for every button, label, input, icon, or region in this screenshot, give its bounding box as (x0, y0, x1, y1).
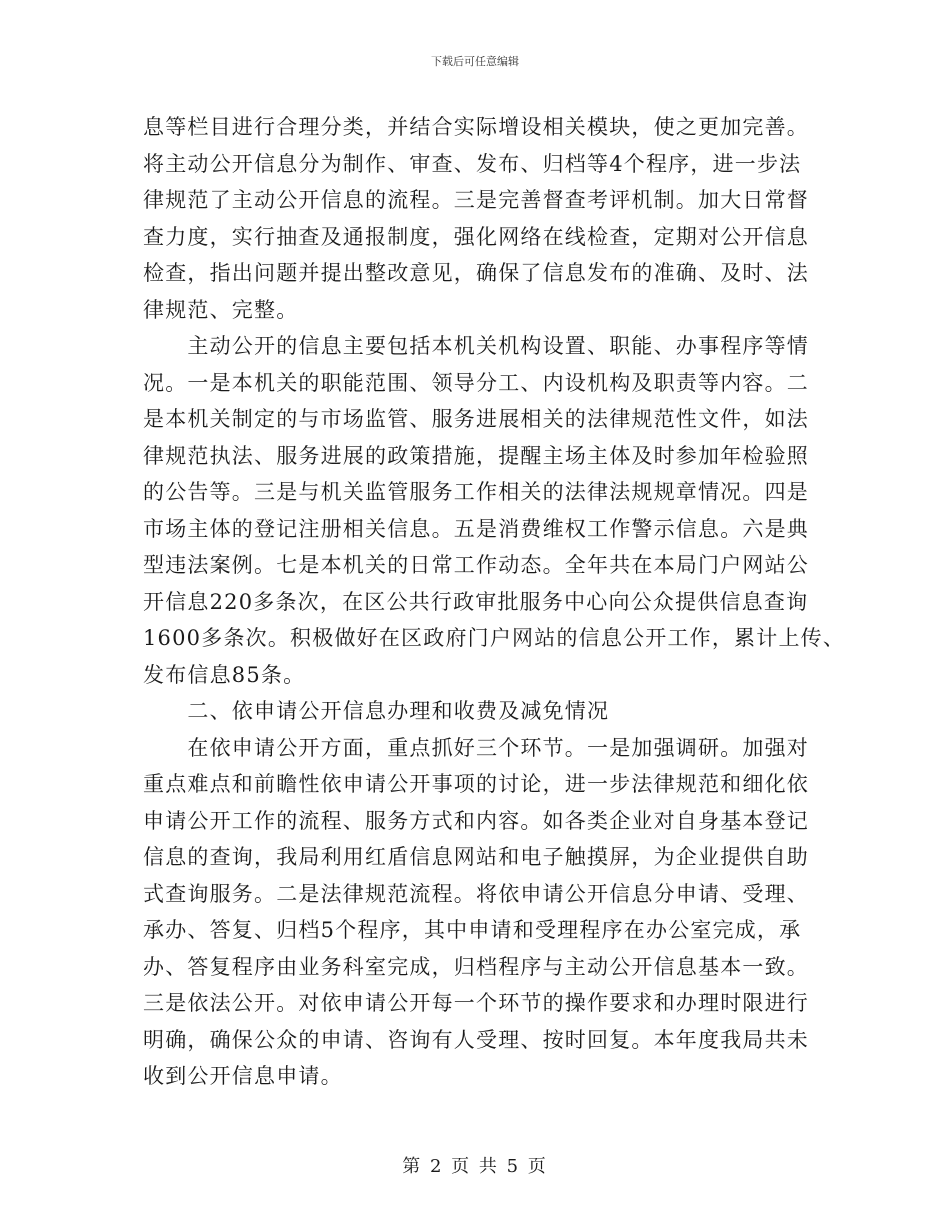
text-line: 三是依法公开。对依申请公开每一个环节的操作要求和办理时限进行 (143, 991, 809, 1015)
text-line: 收到公开信息申请。 (143, 1064, 343, 1088)
text-line: 主动公开的信息主要包括本机关机构设置、职能、办事程序等情 (143, 334, 809, 358)
page-number-footer: 第 2 页 共 5 页 (402, 1156, 548, 1177)
text-line: 发布信息85条。 (143, 662, 306, 687)
text-line: 的公告等。三是与机关监管服务工作相关的法律法规规章情况。四是 (143, 480, 809, 504)
text-line: 信息的查询，我局利用红盾信息网站和电子触摸屏，为企业提供自助 (143, 845, 809, 869)
text-line: 律规范执法、服务进展的政策措施，提醒主场主体及时参加年检验照 (143, 443, 809, 468)
text-line: 承办、答复、归档5个程序，其中申请和受理程序在办公室完成，承 (143, 918, 802, 942)
text-line: 息等栏目进行合理分类，并结合实际增设相关模块，使之更加完善。 (143, 115, 809, 139)
text-line: 1600多条次。积极做好在区政府门户网站的信息公开工作，累计上传、 (143, 626, 846, 650)
text-line: 明确，确保公众的申请、咨询有人受理、按时回复。本年度我局共未 (143, 1027, 809, 1052)
text-line: 申请公开工作的流程、服务方式和内容。如各类企业对自身基本登记 (143, 808, 809, 833)
text-line: 在依申请公开方面，重点抓好三个环节。一是加强调研。加强对 (143, 735, 809, 760)
page-header: 下载后可任意编辑 (431, 55, 519, 68)
text-line: 检查，指出问题并提出整改意见，确保了信息发布的准确、及时、法 (143, 261, 809, 285)
text-line: 型违法案例。七是本机关的日常工作动态。全年共在本局门户网站公 (143, 553, 809, 577)
text-line: 查力度，实行抽查及通报制度，强化网络在线检查，定期对公开信息 (143, 224, 809, 249)
text-line: 况。一是本机关的职能范围、领导分工、内设机构及职责等内容。二 (143, 370, 809, 395)
text-line: 开信息220多条次，在区公共行政审批服务中心向公众提供信息查询 (143, 589, 809, 614)
text-line: 律规范、完整。 (143, 297, 299, 322)
text-line: 市场主体的登记注册相关信息。五是消费维权工作警示信息。六是典 (143, 516, 809, 541)
text-line: 式查询服务。二是法律规范流程。将依申请公开信息分申请、受理、 (143, 881, 809, 906)
text-line: 重点难点和前瞻性依申请公开事项的讨论，进一步法律规范和细化依 (143, 772, 809, 796)
document-body (143, 109, 846, 1095)
text-line: 办、答复程序由业务科室完成，归档程序与主动公开信息基本一致。 (143, 954, 809, 979)
section-heading: 二、依申请公开信息办理和收费及减免情况 (143, 699, 610, 723)
text-line: 将主动公开信息分为制作、审查、发布、归档等4个程序，进一步法 (143, 151, 802, 176)
text-line: 律规范了主动公开信息的流程。三是完善督查考评机制。加大日常督 (143, 188, 809, 212)
text-line: 是本机关制定的与市场监管、服务进展相关的法律规范性文件，如法 (143, 407, 809, 431)
